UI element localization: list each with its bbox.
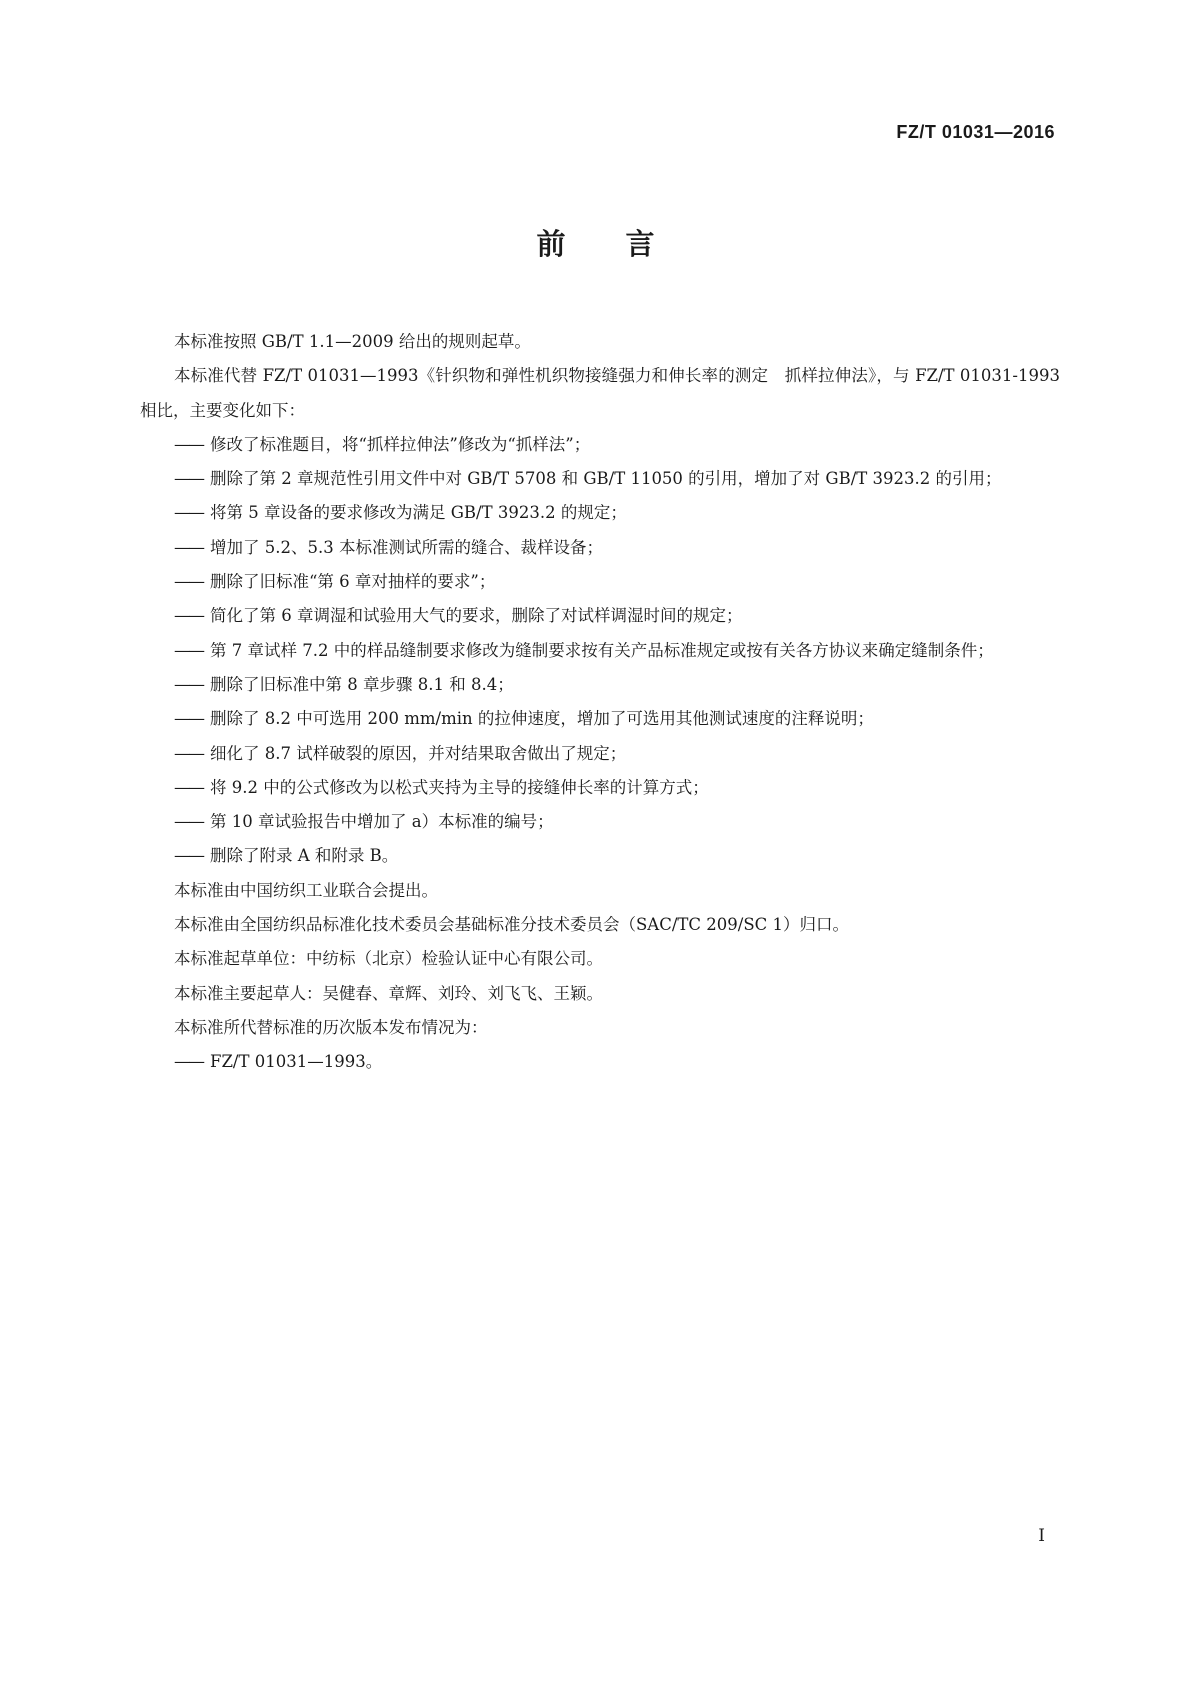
- change-item-text: 将 9.2 中的公式修改为以松式夹持为主导的接缝伸长率的计算方式；: [210, 777, 709, 797]
- change-item-text: 细化了 8.7 试样破裂的原因，并对结果取舍做出了规定；: [210, 743, 627, 763]
- paragraph-drafting-unit: 本标准起草单位：中纺标（北京）检验认证中心有限公司。: [174, 949, 603, 969]
- change-item: [140, 599, 1060, 633]
- dash-marker: ——: [174, 777, 203, 797]
- change-item-text: 第 7 章试样 7.2 中的样品缝制要求修改为缝制要求按有关产品标准规定或按有关各方协议来确定缝制条件；: [210, 640, 994, 660]
- dash-marker: ——: [174, 674, 203, 694]
- change-item: [140, 839, 1060, 873]
- paragraph-proposer: 本标准由中国纺织工业联合会提出。: [174, 880, 438, 900]
- change-item-text: 删除了旧标准中第 8 章步骤 8.1 和 8.4；: [210, 674, 514, 694]
- page-number: I: [1038, 1526, 1045, 1546]
- change-item: [140, 428, 1060, 462]
- dash-marker: ——: [174, 846, 203, 866]
- dash-marker: ——: [174, 503, 203, 523]
- dash-marker: ——: [174, 572, 203, 592]
- change-item: [140, 531, 1060, 565]
- change-item-text: 第 10 章试验报告中增加了 a）本标准的编号；: [210, 812, 554, 832]
- dash-marker: ——: [174, 606, 203, 626]
- dash-marker: ——: [174, 709, 203, 729]
- page-title: 前言: [536, 227, 715, 261]
- change-item-text: 简化了第 6 章调湿和试验用大气的要求，删除了对试样调湿时间的规定；: [210, 606, 743, 626]
- change-item-text: 删除了附录 A 和附录 B。: [210, 846, 399, 866]
- change-item: [140, 565, 1060, 599]
- change-item: [140, 668, 1060, 702]
- change-item-text: 删除了第 2 章规范性引用文件中对 GB/T 5708 和 GB/T 11050 的引用，增加了对 GB/T 3923.2 的引用；: [210, 469, 1002, 489]
- change-item-text: 增加了 5.2、5.3 本标准测试所需的缝合、裁样设备；: [210, 537, 603, 557]
- dash-marker: ——: [174, 537, 203, 557]
- change-item: [140, 771, 1060, 805]
- change-item-text: 将第 5 章设备的要求修改为满足 GB/T 3923.2 的规定；: [210, 503, 627, 523]
- history-item: [140, 1045, 1060, 1079]
- change-item: [140, 462, 1060, 496]
- paragraph-drafting-rules: 本标准按照 GB/T 1.1—2009 给出的规则起草。: [174, 332, 531, 351]
- change-item: [140, 805, 1060, 839]
- change-item-text: 修改了标准题目，将“抓样拉伸法”修改为“抓样法”；: [210, 434, 591, 454]
- change-item-text: 删除了旧标准“第 6 章对抽样的要求”；: [210, 572, 496, 592]
- dash-marker: ——: [174, 469, 203, 489]
- standard-number: FZ/T 01031—2016: [896, 122, 1055, 142]
- paragraph-committee: 本标准由全国纺织品标准化技术委员会基础标准分技术委员会（SAC/TC 209/SC 1）归口。: [174, 915, 850, 935]
- paragraph-history-intro: 本标准所代替标准的历次版本发布情况为：: [174, 1017, 488, 1037]
- dash-marker: ——: [174, 434, 203, 454]
- change-item-text: 删除了 8.2 中可选用 200 mm/min 的拉伸速度，增加了可选用其他测试速度的注释说明；: [210, 709, 874, 729]
- change-item: [140, 702, 1060, 736]
- history-item-text: FZ/T 01031—1993。: [210, 1052, 383, 1072]
- dash-marker: ——: [174, 812, 203, 832]
- change-item: [140, 496, 1060, 530]
- dash-marker: ——: [174, 1052, 203, 1072]
- change-item: [140, 737, 1060, 771]
- paragraph-drafters: 本标准主要起草人：吴健春、章辉、刘玲、刘飞飞、王颖。: [174, 983, 603, 1003]
- foreword-body: [140, 325, 1060, 1080]
- change-item: [140, 634, 1060, 668]
- dash-marker: ——: [174, 640, 203, 660]
- dash-marker: ——: [174, 743, 203, 763]
- paragraph-replacement: 本标准代替 FZ/T 01031—1993《针织物和弹性机织物接缝强力和伸长率的测定 抓样拉伸法》，与 FZ/T 01031-1993 相比，主要变化如下：: [140, 366, 1060, 420]
